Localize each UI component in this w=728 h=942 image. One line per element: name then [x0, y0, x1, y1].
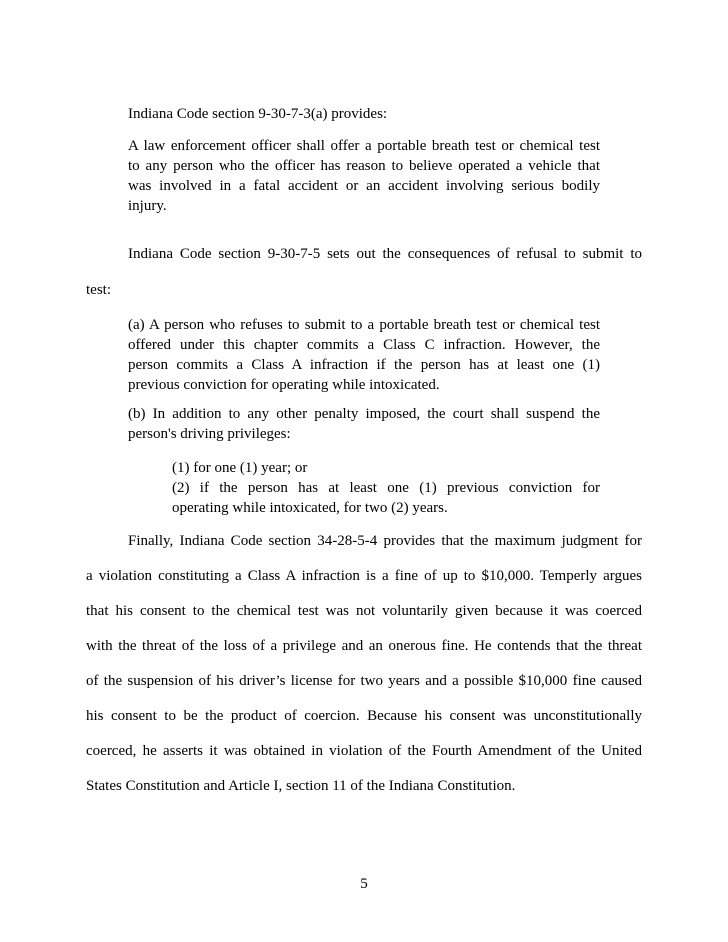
body-line: coerced, he asserts it was obtained in violation of the Fourth Amendment of the United — [86, 743, 642, 759]
body-line: his consent to be the product of coercion. Because his consent was unconstitutionally — [86, 708, 642, 724]
block-quote-9-30-7-5-a — [128, 315, 600, 395]
body-line: that his consent to the chemical test was not voluntarily given because it was coerced — [86, 603, 642, 619]
quote-line: A law enforcement officer shall offer a portable breath test or chemical test — [128, 138, 600, 154]
quote-list-item: (1) for one (1) year; or — [172, 460, 308, 476]
body-line: of the suspension of his driver’s license for two years and a possible $10,000 fine caused — [86, 673, 642, 689]
page-number: 5 — [360, 876, 368, 892]
body-line: with the threat of the loss of a privilege and an onerous fine. He contends that the threat — [86, 638, 642, 654]
quote-line: (b) In addition to any other penalty imposed, the court shall suspend the — [128, 406, 600, 422]
quote-line: injury. — [128, 198, 167, 214]
quote-line: to any person who the officer has reason to believe operated a vehicle that — [128, 158, 600, 174]
body-line: Finally, Indiana Code section 34-28-5-4 provides that the maximum judgment for — [128, 533, 642, 549]
intro-statute-9-30-7-5: Indiana Code section 9-30-7-5 sets out the consequences of refusal to submit to — [128, 246, 642, 262]
quote-line: offered under this chapter commits a Class C infraction. However, the — [128, 337, 600, 353]
quote-line: (a) A person who refuses to submit to a portable breath test or chemical test — [128, 317, 600, 333]
intro-statute-9-30-7-3: Indiana Code section 9-30-7-3(a) provides: — [128, 106, 388, 122]
block-quote-9-30-7-5-b-items — [172, 458, 600, 518]
body-line: a violation constituting a Class A infraction is a fine of up to $10,000. Temperly argues — [86, 568, 642, 584]
quote-line: person's driving privileges: — [128, 426, 291, 442]
block-quote-9-30-7-5-b — [128, 404, 600, 444]
quote-line: was involved in a fatal accident or an accident involving serious bodily — [128, 178, 600, 194]
body-line: States Constitution and Article I, section 11 of the Indiana Constitution. — [86, 778, 516, 794]
quote-line: previous conviction for operating while intoxicated. — [128, 377, 440, 393]
block-quote-9-30-7-3 — [128, 136, 600, 216]
intro-statute-9-30-7-5-continued: test: — [86, 282, 111, 298]
quote-line: person commits a Class A infraction if the person has at least one (1) — [128, 357, 600, 373]
quote-list-item: operating while intoxicated, for two (2) years. — [172, 500, 448, 516]
quote-list-item: (2) if the person has at least one (1) previous conviction for — [172, 480, 600, 496]
